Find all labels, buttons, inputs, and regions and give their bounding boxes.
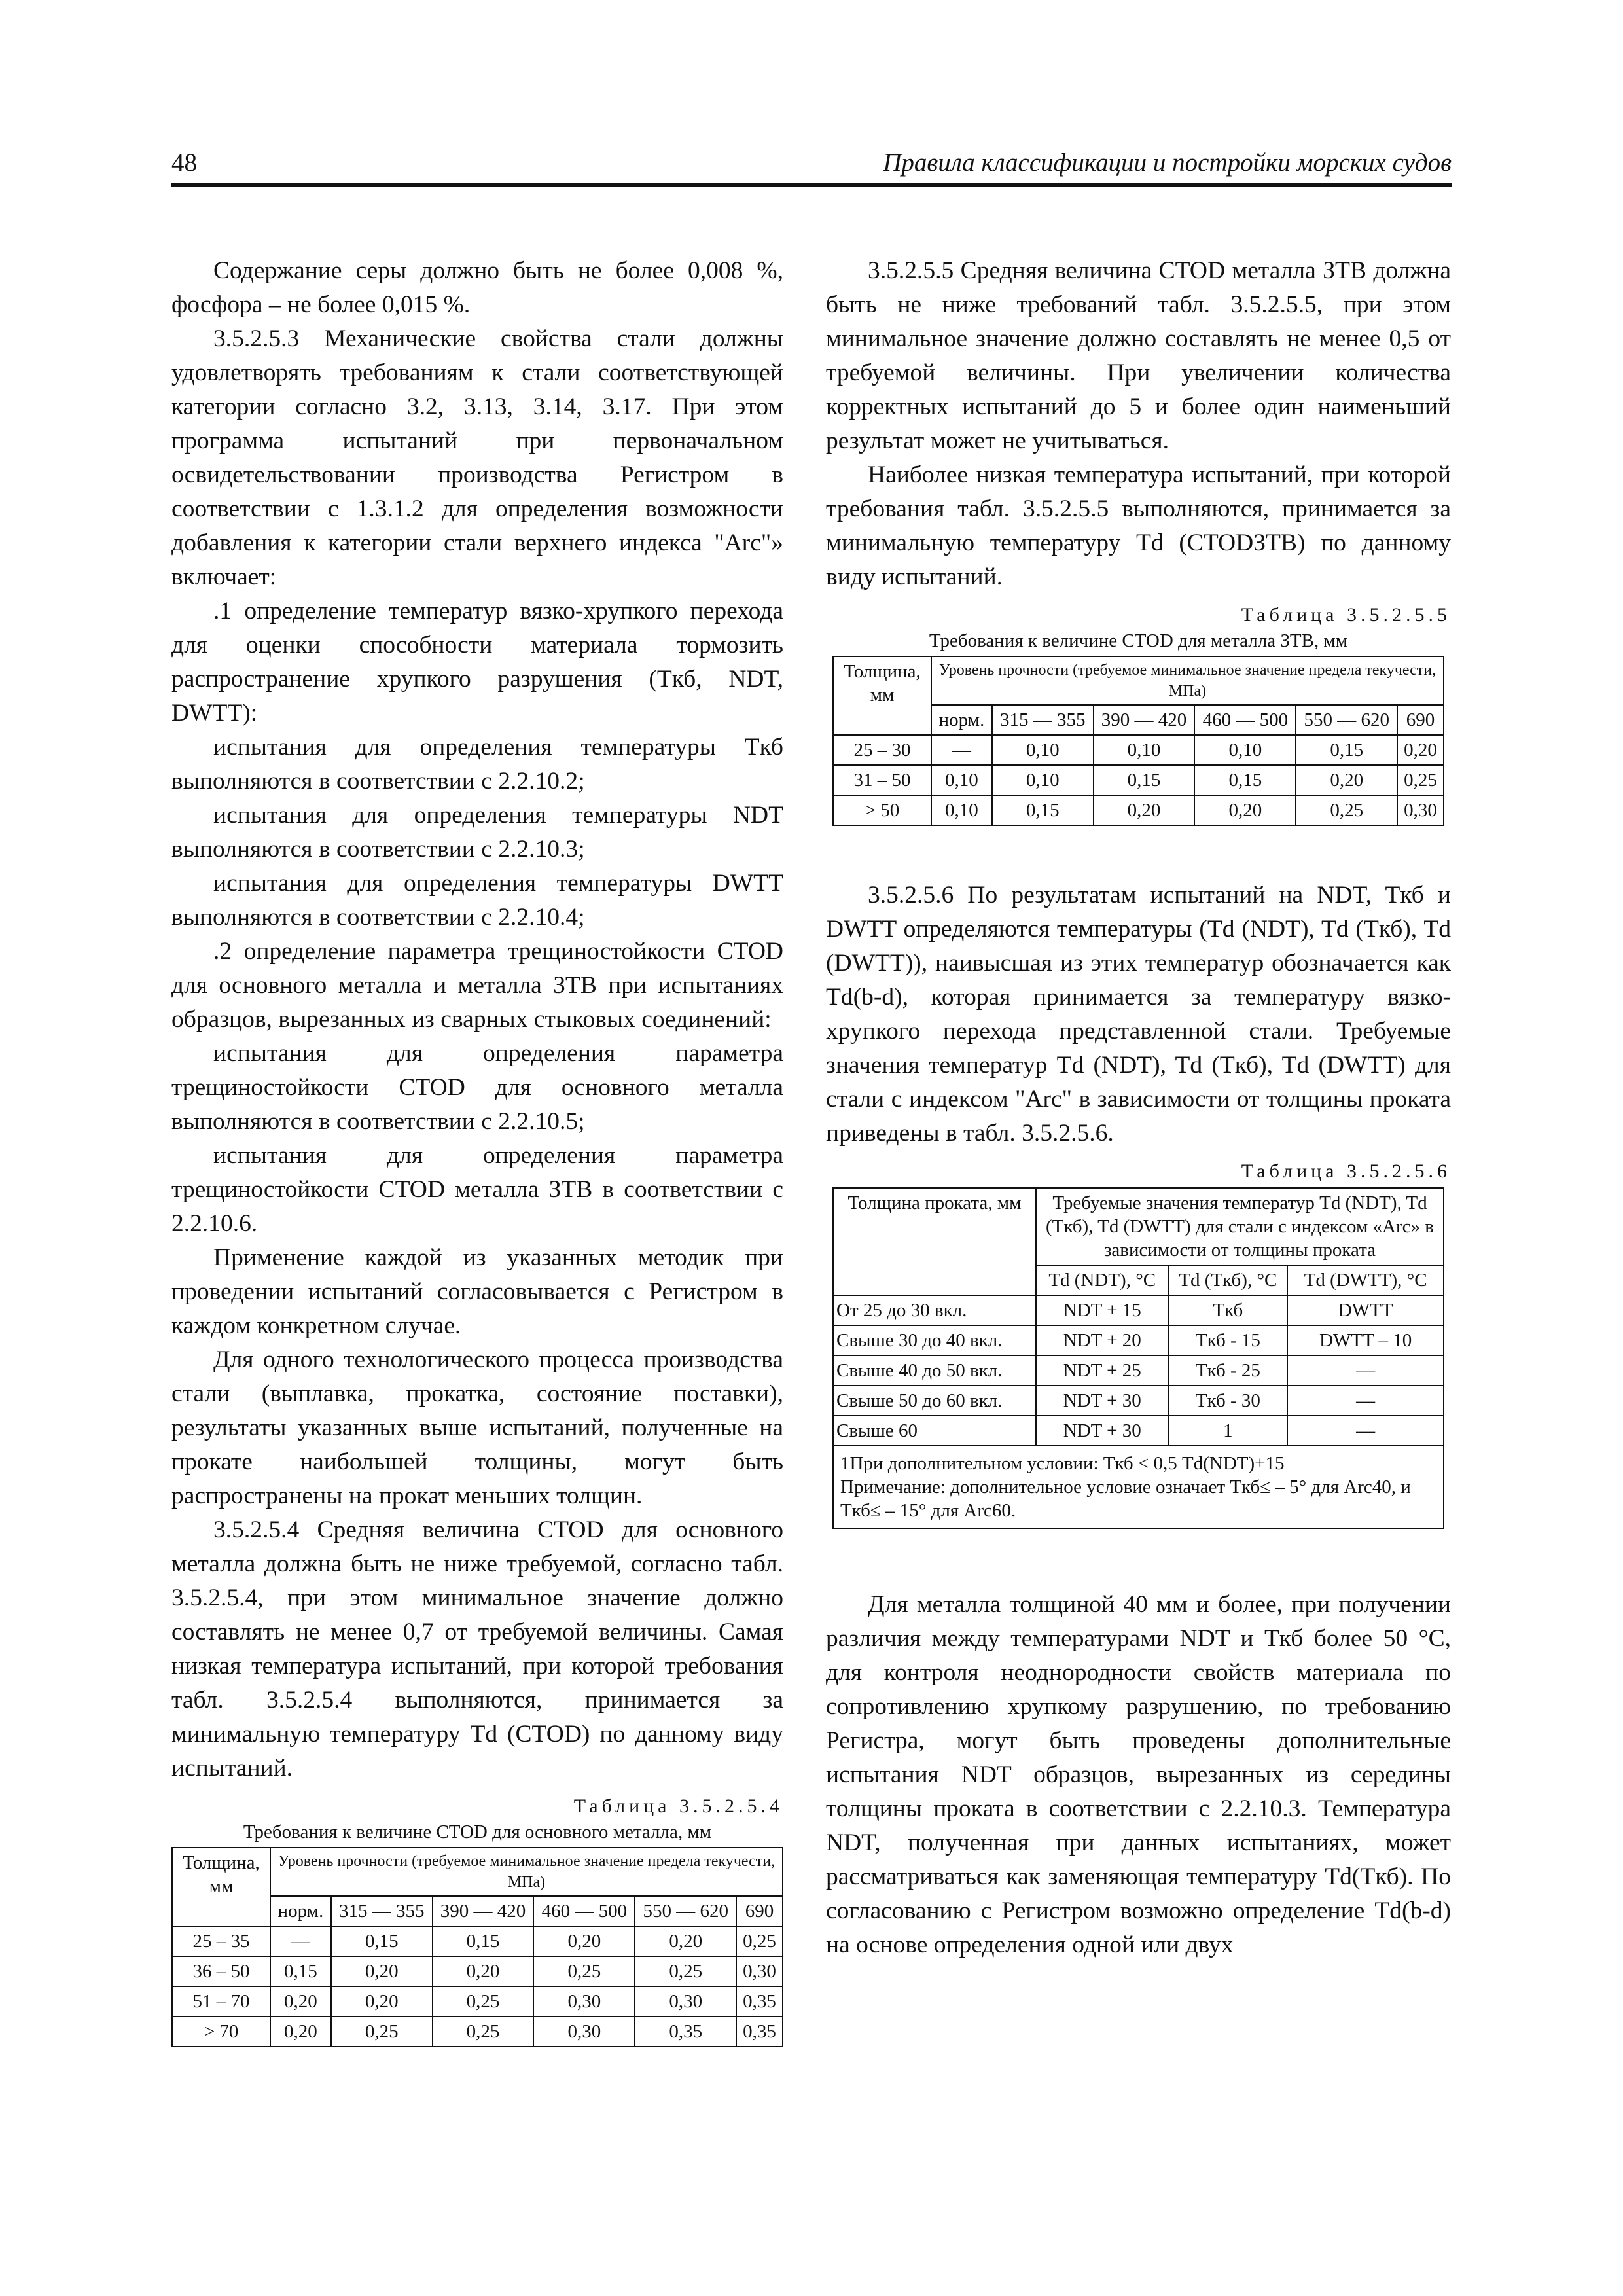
table-cell: 0,20 [1296, 765, 1397, 795]
table-cell: NDT + 30 [1036, 1416, 1168, 1446]
paragraph: испытания для определения температуры NDT выполняются в соответствии с 2.2.10.3; [171, 802, 783, 863]
col-header: 460 — 500 [1194, 705, 1296, 735]
table-cell: NDT + 15 [1036, 1295, 1168, 1325]
table-cell: 0,20 [270, 1986, 331, 2017]
table-cell: NDT + 30 [1036, 1386, 1168, 1416]
table-cell: 0,25 [433, 2017, 534, 2047]
paragraph: Наиболее низкая температура испытаний, при которой требования табл. 3.5.2.5.5 выполняются, принимается за минимальную температуру Td (CTODЗТВ) по данному виду испытаний. [826, 461, 1451, 590]
table-cell: 51 – 70 [172, 1986, 270, 2017]
table-cell: 0,35 [736, 1986, 783, 2017]
running-title: Правила классификации и постройки морских судов [883, 149, 1452, 177]
table-cell: 31 – 50 [833, 765, 931, 795]
table-cell: 0,10 [992, 735, 1094, 765]
right-column [826, 254, 1451, 1962]
table-cell: 0,25 [331, 2017, 433, 2047]
table-cell: Свыше 30 до 40 вкл. [833, 1325, 1036, 1355]
table-cell: 0,10 [931, 795, 992, 825]
col-header: 460 — 500 [533, 1896, 635, 1926]
paragraph: Для одного технологического процесса производства стали (выплавка, прокатка, состояние поставки), результаты указанных выше испытаний, полученные на прокате наибольшей толщины, могут быть распространены на прокат меньших толщин. [171, 1346, 783, 1509]
header-thickness: Толщина, мм [833, 656, 931, 735]
table-cell: Свыше 40 до 50 вкл. [833, 1355, 1036, 1386]
table-title: Требования к величине CTOD для металла ЗТВ, мм [929, 630, 1348, 651]
table-cell: 0,15 [1296, 735, 1397, 765]
table-cell: 0,15 [1194, 765, 1296, 795]
paragraph: 3.5.2.5.5 Средняя величина CTOD металла ЗТВ должна быть не ниже требований табл. 3.5.2.5.5, при этом минимальное значение должно составлять не менее 0,5 от требуемой величины. При увеличении количества корректных испытаний до 5 и более один наименьший результат может не учитываться. [826, 257, 1451, 454]
table-cell: 0,25 [635, 1956, 736, 1986]
col-header: Td (DWTT), °С [1287, 1265, 1444, 1295]
paragraph: испытания для определения температуры Tкб выполняются в соответствии с 2.2.10.2; [171, 734, 783, 795]
paragraph: испытания для определения температуры DWTT выполняются в соответствии с 2.2.10.4; [171, 870, 783, 931]
table-cell: — [1287, 1386, 1444, 1416]
table-cell: Свыше 60 [833, 1416, 1036, 1446]
ctod-base-metal-table [171, 1847, 783, 2047]
col-header: 390 — 420 [1094, 705, 1195, 735]
table-cell: NDT + 25 [1036, 1355, 1168, 1386]
table-caption: Таблица 3.5.2.5.4 [573, 1795, 783, 1817]
table-cell: 0,20 [1397, 735, 1444, 765]
page-header [171, 143, 1452, 187]
table-cell: 0,20 [635, 1926, 736, 1956]
header-thickness: Толщина проката, мм [833, 1188, 1036, 1295]
table-cell: 0,35 [736, 2017, 783, 2047]
table-cell: 1 [1168, 1416, 1287, 1446]
table-cell: > 70 [172, 2017, 270, 2047]
col-header: Td (Tкб), °С [1168, 1265, 1287, 1295]
table-cell: 0,20 [331, 1986, 433, 2017]
table-cell: Tкб - 30 [1168, 1386, 1287, 1416]
transition-temperature-table [832, 1187, 1444, 1529]
header-required-temperatures: Требуемые значения температур Td (NDT), Td (Tкб), Td (DWTT) для стали с индексом «Arc» в зависимости от толщины проката [1036, 1188, 1444, 1265]
table-cell: 0,10 [1094, 735, 1195, 765]
col-header: 690 [736, 1896, 783, 1926]
footnote: 1При дополнительном условии: Tкб < 0,5 Td(NDT)+15 [840, 1453, 1285, 1474]
col-header: 390 — 420 [433, 1896, 534, 1926]
table-cell: 0,20 [1094, 795, 1195, 825]
table-cell: — [931, 735, 992, 765]
col-header: 550 — 620 [635, 1896, 736, 1926]
header-strength-level: Уровень прочности (требуемое минимальное значение предела текучести, МПа) [931, 656, 1444, 705]
table-cell: От 25 до 30 вкл. [833, 1295, 1036, 1325]
table-cell: 25 – 30 [833, 735, 931, 765]
table-cell: 0,30 [736, 1956, 783, 1986]
table-cell: Tкб [1168, 1295, 1287, 1325]
table-title: Требования к величине CTOD для основного металла, мм [243, 1821, 712, 1842]
table-cell: 0,25 [533, 1956, 635, 1986]
table-cell: 0,15 [270, 1956, 331, 1986]
note-text: Примечание: дополнительное условие означает Tкб≤ – 5° для Arc40, и Tкб≤ – 15° для Arc60. [840, 1477, 1411, 1521]
table-cell: 25 – 35 [172, 1926, 270, 1956]
paragraph: испытания для определения параметра трещиностойкости CTOD металла ЗТВ в соответствии с 2.2.10.6. [171, 1142, 783, 1237]
col-header: 315 — 355 [992, 705, 1094, 735]
table-cell: — [1287, 1355, 1444, 1386]
page-number: 48 [171, 149, 197, 177]
paragraph: Содержание серы должно быть не более 0,008 %, фосфора – не более 0,015 %. [171, 257, 783, 318]
table-cell: 0,25 [1296, 795, 1397, 825]
table-cell: 0,15 [992, 795, 1094, 825]
table-cell: 0,30 [533, 2017, 635, 2047]
header-thickness: Толщина, мм [172, 1848, 270, 1926]
table-note [833, 1446, 1444, 1528]
paragraph: испытания для определения параметра трещиностойкости CTOD для основного металла выполняются в соответствии с 2.2.10.5; [171, 1040, 783, 1135]
paragraph: .1 определение температур вязко-хрупкого перехода для оценки способности материала тормозить распространение хрупкого разрушения (Tкб, NDT, DWTT): [171, 598, 783, 726]
table-cell: 0,20 [1194, 795, 1296, 825]
table-cell: > 50 [833, 795, 931, 825]
table-cell: — [1287, 1416, 1444, 1446]
col-header: норм. [931, 705, 992, 735]
table-cell: 0,30 [635, 1986, 736, 2017]
table-cell: 0,15 [433, 1926, 534, 1956]
table-cell: Свыше 50 до 60 вкл. [833, 1386, 1036, 1416]
table-cell: 0,30 [1397, 795, 1444, 825]
table-cell: — [270, 1926, 331, 1956]
table-cell: DWTT [1287, 1295, 1444, 1325]
table-caption: Таблица 3.5.2.5.6 [1241, 1160, 1451, 1182]
col-header: 690 [1397, 705, 1444, 735]
table-cell: 0,30 [533, 1986, 635, 2017]
col-header: 550 — 620 [1296, 705, 1397, 735]
table-cell: 0,25 [1397, 765, 1444, 795]
paragraph: 3.5.2.5.6 По результатам испытаний на NDT, Tкб и DWTT определяются температуры (Td (NDT), Td (Tкб), Td (DWTT)), наивысшая из этих температур обозначается как Td(b-d), которая принимается за температуру вязко-хрупкого перехода представленной стали. Требуемые значения температур Td (NDT), Td (Tкб), Td (DWTT) для стали с индексом "Arc" в зависимости от толщины проката приведены в табл. 3.5.2.5.6. [826, 882, 1451, 1147]
paragraph: 3.5.2.5.3 Механические свойства стали должны удовлетворять требованиям к стали соответствующей категории согласно 3.2, 3.13, 3.14, 3.17. При этом программа испытаний при первоначальном освидетельствовании производства Регистром в соответствии с 1.3.1.2 для определения возможности добавления к категории стали верхнего индекса "Arc"» включает: [171, 325, 783, 590]
table-cell: 0,35 [635, 2017, 736, 2047]
col-header: норм. [270, 1896, 331, 1926]
table-cell: 0,10 [931, 765, 992, 795]
ctod-haz-table [832, 656, 1444, 826]
col-header: 315 — 355 [331, 1896, 433, 1926]
paragraph: Применение каждой из указанных методик при проведении испытаний согласовывается с Регистром в каждом конкретном случае. [171, 1244, 783, 1339]
left-column [171, 254, 783, 2047]
table-cell: 0,10 [992, 765, 1094, 795]
table-cell: 0,15 [331, 1926, 433, 1956]
table-caption: Таблица 3.5.2.5.5 [1241, 604, 1451, 626]
table-cell: 0,20 [433, 1956, 534, 1986]
table-cell: 36 – 50 [172, 1956, 270, 1986]
table-cell: 0,15 [1094, 765, 1195, 795]
paragraph: 3.5.2.5.4 Средняя величина CTOD для основного металла должна быть не ниже требуемой, согласно табл. 3.5.2.5.4, при этом минимальное значение должно составлять не менее 0,7 от требуемой величины. Самая низкая температура испытаний, при которой требования табл. 3.5.2.5.4 выполняются, принимается за минимальную температуру Td (CTOD) по данному виду испытаний. [171, 1516, 783, 1782]
table-cell: 0,25 [736, 1926, 783, 1956]
header-strength-level: Уровень прочности (требуемое минимальное значение предела текучести, МПа) [270, 1848, 783, 1896]
table-cell: NDT + 20 [1036, 1325, 1168, 1355]
table-cell: Tкб - 25 [1168, 1355, 1287, 1386]
table-cell: Tкб - 15 [1168, 1325, 1287, 1355]
table-cell: 0,20 [331, 1956, 433, 1986]
col-header: Td (NDT), °С [1036, 1265, 1168, 1295]
table-cell: 0,20 [270, 2017, 331, 2047]
table-cell: 0,10 [1194, 735, 1296, 765]
paragraph: Для металла толщиной 40 мм и более, при получении различия между температурами NDT и Tкб более 50 °С, для контроля неоднородности свойств материала по сопротивлению хрупкому разрушению, по требованию Регистра, могут быть проведены дополнительные испытания NDT образцов, вырезанных из середины толщины проката в соответствии с 2.2.10.3. Температура NDT, полученная при данных испытаниях, может рассматриваться как заменяющая температуру Td(Tкб). По согласованию с Регистром возможно определение Td(b-d) на основе определения одной или двух [826, 1591, 1451, 1958]
paragraph: .2 определение параметра трещиностойкости CTOD для основного металла и металла ЗТВ при испытаниях образцов, вырезанных из сварных стыковых соединений: [171, 938, 783, 1033]
table-cell: DWTT – 10 [1287, 1325, 1444, 1355]
table-cell: 0,20 [533, 1926, 635, 1956]
table-cell: 0,25 [433, 1986, 534, 2017]
